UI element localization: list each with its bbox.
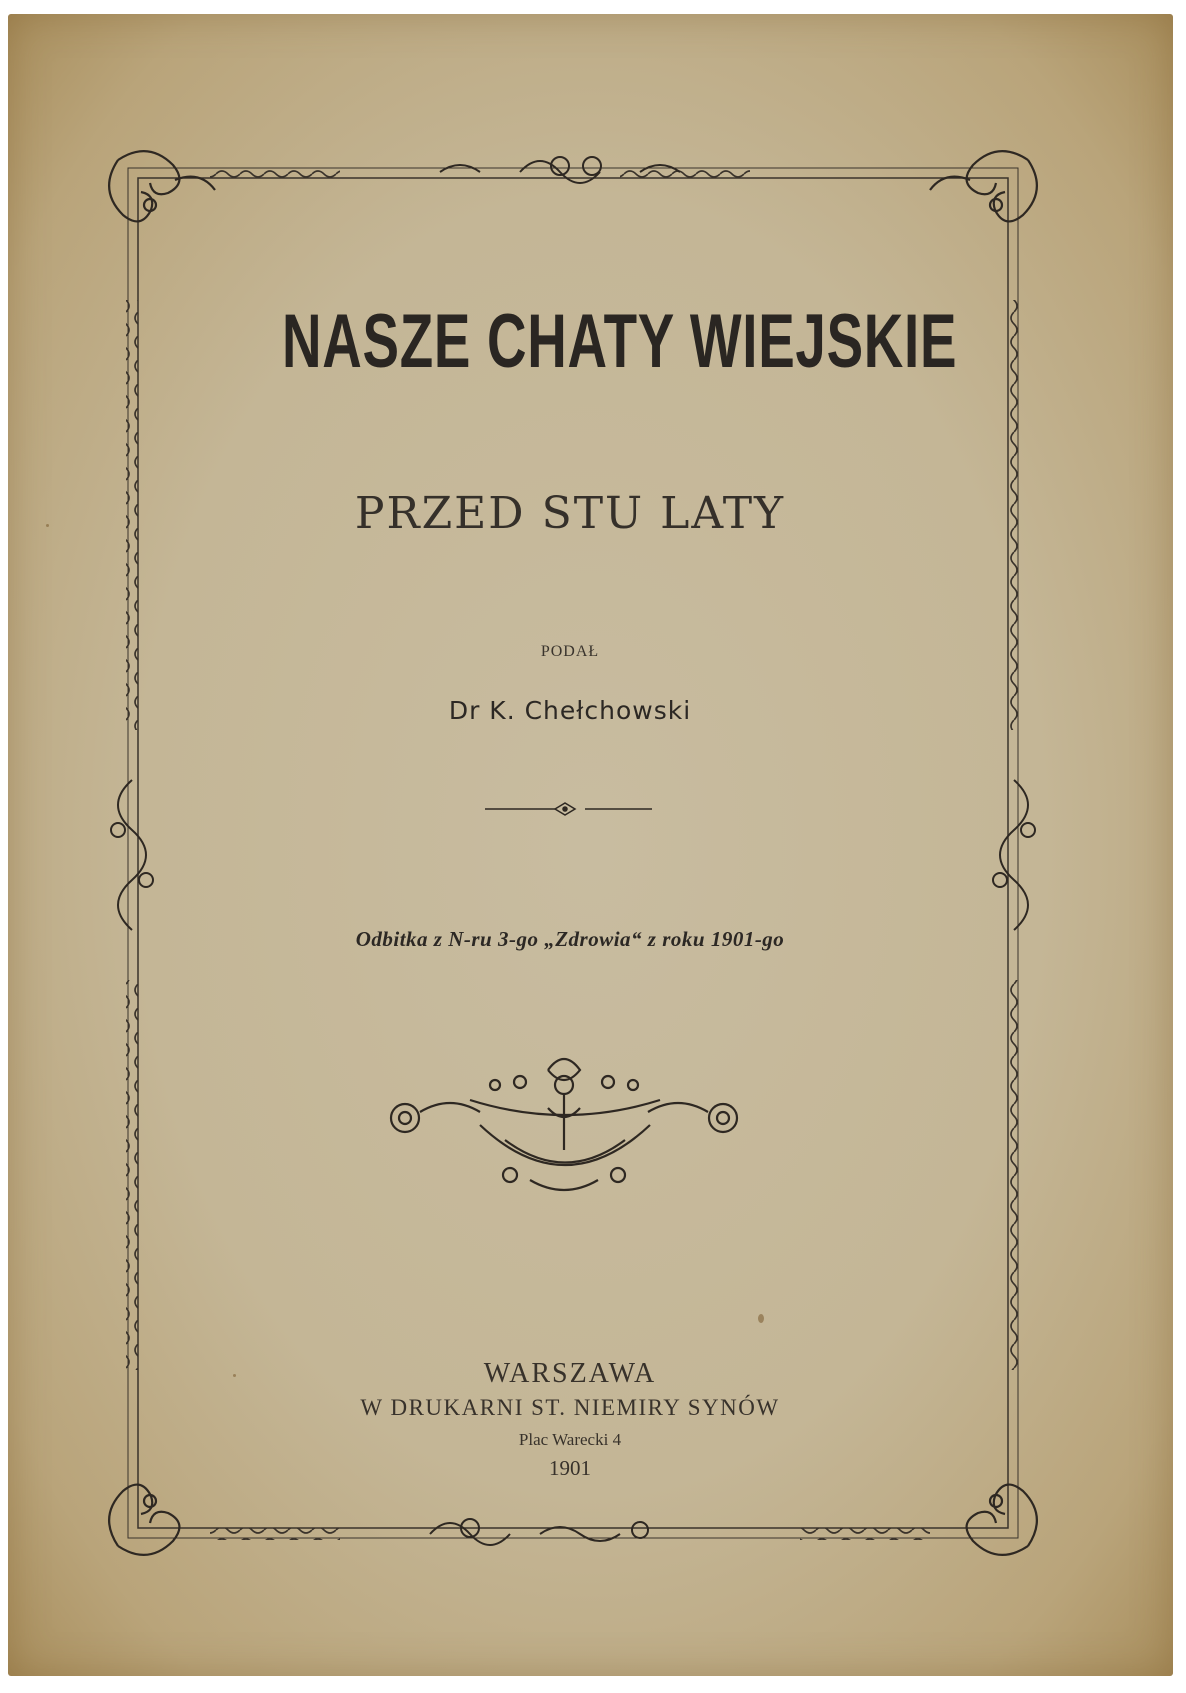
top-center-ornament — [440, 157, 680, 183]
imprint-address: Plac Warecki 4 — [518, 1430, 622, 1449]
corner-ornament-top-right — [930, 151, 1037, 221]
corner-ornament-bottom-left — [109, 1485, 179, 1555]
imprint-year: 1901 — [549, 1456, 591, 1480]
imprint-printer: W DRUKARNI ST. NIEMIRY SYNÓW — [360, 1395, 780, 1420]
corner-ornament-bottom-right — [967, 1485, 1037, 1555]
reprint-note: Odbitka z N-ru 3-go „Zdrowia“ z roku 1901-go — [355, 927, 785, 951]
central-vignette-ornament — [391, 1059, 737, 1190]
imprint-city: WARSZAWA — [483, 1358, 657, 1389]
book-subtitle: PRZED STU LATY — [354, 488, 786, 539]
book-title: NASZE CHATY WIEJSKIE — [282, 299, 958, 384]
corner-ornament-top-left — [109, 151, 215, 221]
author-name: Dr K. Chełchowski — [448, 696, 692, 725]
right-side-ornament — [993, 780, 1035, 930]
byline-label: PODAŁ — [540, 643, 600, 660]
divider-ornament — [485, 803, 652, 815]
bottom-center-ornament — [430, 1519, 648, 1545]
left-side-ornament — [111, 780, 153, 930]
